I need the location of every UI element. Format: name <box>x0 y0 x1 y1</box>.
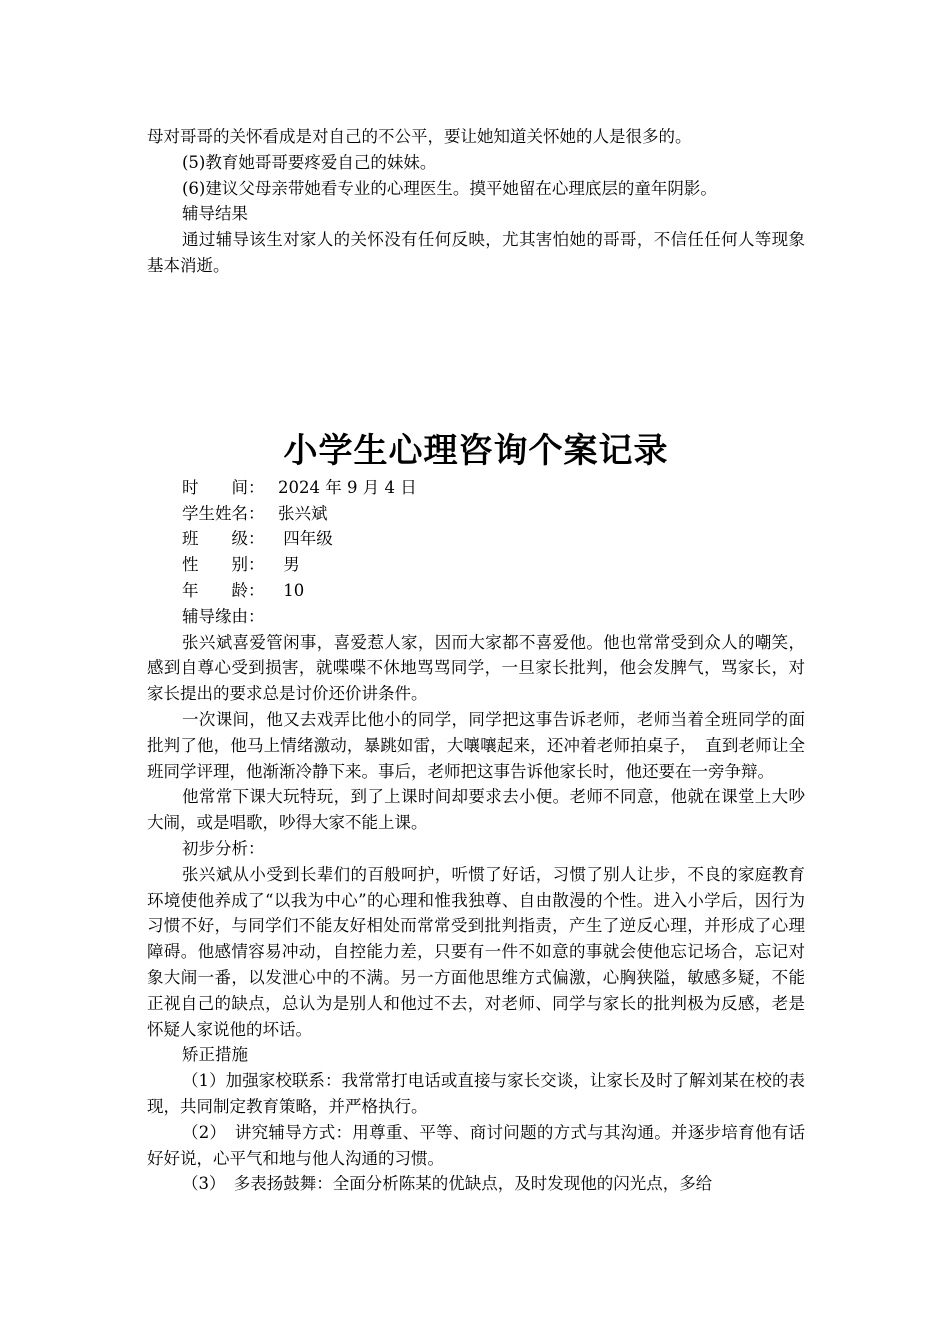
measure-item: （1）加强家校联系：我常常打电话或直接与家长交谈，让家长及时了解刘某在校的表现，共同制定教育策略，并严格执行。 <box>147 1071 805 1116</box>
reason-heading: 辅导缘由： <box>182 606 265 626</box>
field-class <box>147 526 805 552</box>
measure-item: （2） 讲究辅导方式：用尊重、平等、商讨问题的方式与其沟通。并逐步培育他有话好好说，心平气和地与他人沟通的习惯。 <box>147 1122 805 1168</box>
field-age <box>147 578 805 604</box>
field-class-value: 四年级 <box>278 529 333 549</box>
result-text: 通过辅导该生对家人的关怀没有任何反映，尤其害怕她的哥哥，不信任任何人等现象基本消逝。 <box>147 230 805 275</box>
field-date <box>147 475 805 501</box>
field-student-name-label: 学生姓名： <box>182 503 265 523</box>
section-gap <box>147 279 805 427</box>
analysis-paragraph: 张兴斌从小受到长辈们的百般呵护，听惯了好话，习惯了别人让步，不良的家庭教育环境使他养成了“以我为中心”的心理和惟我独尊、自由散漫的个性。进入小学后，因行为习惯不好，与同学们不能友好相处而常常受到批判指责，产生了逆反心理，并形成了心理障碍。他感情容易冲动，自控能力差，只要有一件不如意的事就会使他忘记场合，忘记对象大闹一番，以发泄心中的不满。另一方面他思维方式偏激，心胸狭隘，敏感多疑，不能正视自己的缺点，总认为是别人和他过不去，对老师、同学与家长的批判极为反感，老是怀疑人家说他的坏话。 <box>147 864 805 1039</box>
field-gender <box>147 552 805 578</box>
page-content <box>147 124 805 1197</box>
reason-paragraph: 一次课间，他又去戏弄比他小的同学，同学把这事告诉老师，老师当着全班同学的面批判了他，他马上情绪激动，暴跳如雷，大嚷嚷起来，还冲着老师拍桌子， 直到老师让全班同学评理，他渐渐冷静下来。事后，老师把这事告诉他家长时，他还要在一旁争辩。 <box>147 709 805 781</box>
analysis-heading: 初步分析： <box>182 838 265 858</box>
continued-line: 母对哥哥的关怀看成是对自己的不公平，要让她知道关怀她的人是很多的。 <box>147 127 692 146</box>
field-date-label: 时 间： <box>182 477 265 497</box>
field-student-name <box>147 501 805 527</box>
measure-item: （3） 多表扬鼓舞：全面分析陈某的优缺点，及时发现他的闪光点，多给 <box>182 1174 713 1194</box>
measure-item-5: (5)教育她哥哥要疼爱自己的妹妹。 <box>182 152 437 172</box>
field-class-label: 班 级： <box>182 529 265 549</box>
page-title: 小学生心理咨询个案记录 <box>283 430 669 471</box>
reason-paragraph: 张兴斌喜爱管闲事，喜爱惹人家，因而大家都不喜爱他。他也常常受到众人的嘲笑，感到自尊心受到损害，就喋喋不休地骂骂同学，一旦家长批判，他会发脾气，骂家长，对家长提出的要求总是讨价还价讲条件。 <box>147 632 805 704</box>
measures-heading: 矫正措施 <box>182 1045 248 1065</box>
field-gender-value: 男 <box>278 555 300 575</box>
result-heading: 辅导结果 <box>182 204 248 224</box>
measure-item-6: (6)建议父母亲带她看专业的心理医生。摸平她留在心理底层的童年阴影。 <box>182 178 717 198</box>
field-age-label: 年 龄： <box>182 580 265 600</box>
field-age-value: 10 <box>278 580 305 600</box>
field-student-name-value: 张兴斌 <box>278 503 328 523</box>
field-date-value: 2024 年 9 月 4 日 <box>278 477 417 497</box>
reason-paragraph: 他常常下课大玩特玩，到了上课时间却要求去小便。老师不同意，他就在课堂上大吵大闹，或是唱歌，吵得大家不能上课。 <box>147 787 805 833</box>
field-gender-label: 性 别： <box>182 555 265 575</box>
